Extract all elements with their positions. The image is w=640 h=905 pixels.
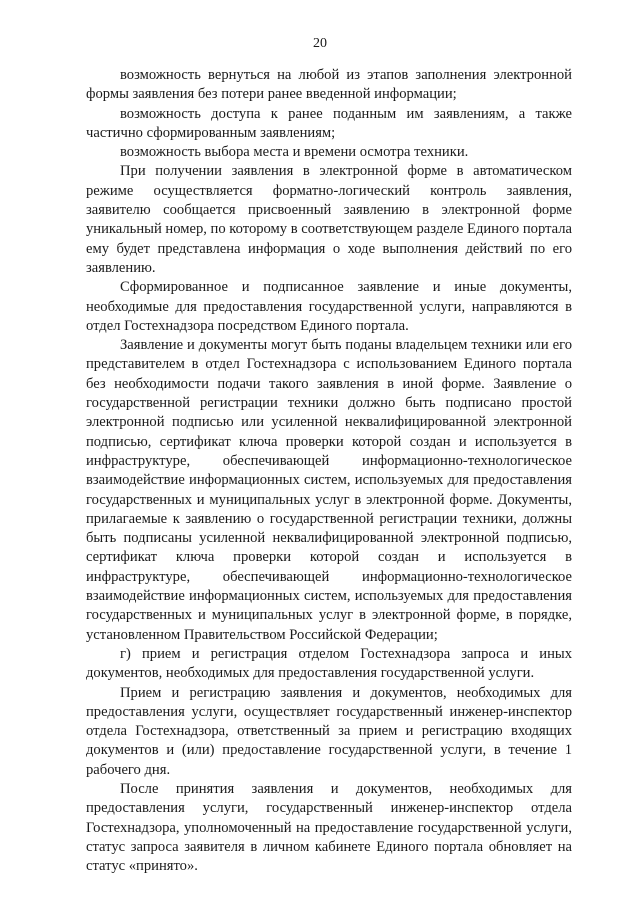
page-number: 20 bbox=[313, 36, 327, 51]
paragraph-access-previous: возможность доступа к ранее поданным им заявлениям, а также частично сформированным заявлениям; bbox=[86, 105, 572, 141]
document-body bbox=[86, 66, 572, 876]
paragraph-signature-requirements: Заявление и документы могут быть поданы владельцем техники или его представителем в отдел Гостехнадзора с использованием Единого портала без необходимости подачи такого заявления в иной форме. Заявление о государственной регистрации техники должно быть подписано простой электронной подписью или усиленной неквалифицированной электронной подписью, сертификат ключа проверки которой создан и используется в инфраструктуре, обеспечивающей информационно-технологическое взаимодействие информационных систем, используемых для предоставления государственных и муниципальных услуг в электронной форме. Документы, прилагаемые к заявлению о государственной регистрации техники, должны быть подписаны усиленной неквалифицированной электронной подписью, сертификат ключа проверки которой создан и используется в инфраструктуре, обеспечивающей информационно-технологическое взаимодействие информационных систем, используемых для предоставления государственных и муниципальных услуг в электронной форме, в порядке, установленном Правительством Российской Федерации; bbox=[86, 337, 572, 643]
paragraph-submission: Сформированное и подписанное заявление и иные документы, необходимые для предоставления государственной услуги, направляются в отдел Гостехнадзора посредством Единого портала. bbox=[86, 279, 572, 334]
paragraph-item-g: г) прием и регистрация отделом Гостехнадзора запроса и иных документов, необходимых для предоставления государственной услуги. bbox=[86, 645, 572, 682]
paragraph-return-to-step: возможность вернуться на любой из этапов заполнения электронной формы заявления без потери ранее введенной информации; bbox=[86, 67, 572, 103]
paragraph-format-control: При получении заявления в электронной форме в автоматическом режиме осуществляется форматно-логический контроль заявления, заявителю сообщается присвоенный заявлению в электронной форме уникальный номер, по которому в соответствующем разделе Единого портала ему будет представлена информация о ходе выполнения действий по его заявлению. bbox=[86, 163, 572, 276]
paragraph-status-update: После принятия заявления и документов, необходимых для предоставления услуги, государственный инженер-инспектор отдела Гостехнадзора, уполномоченный на предоставление государственной услуги, статус запроса заявителя в личном кабинете Единого портала обновляет на статус «принято». bbox=[86, 780, 572, 875]
paragraph-choose-time: возможность выбора места и времени осмотра техники. bbox=[120, 144, 469, 161]
paragraph-registration: Прием и регистрацию заявления и документов, необходимых для предоставления услуги, осуществляет государственный инженер-инспектор отдела Гостехнадзора, ответственный за прием и регистрацию входящих документов и (или) предоставление государственной услуги, в течение 1 рабочего дня. bbox=[86, 684, 572, 778]
